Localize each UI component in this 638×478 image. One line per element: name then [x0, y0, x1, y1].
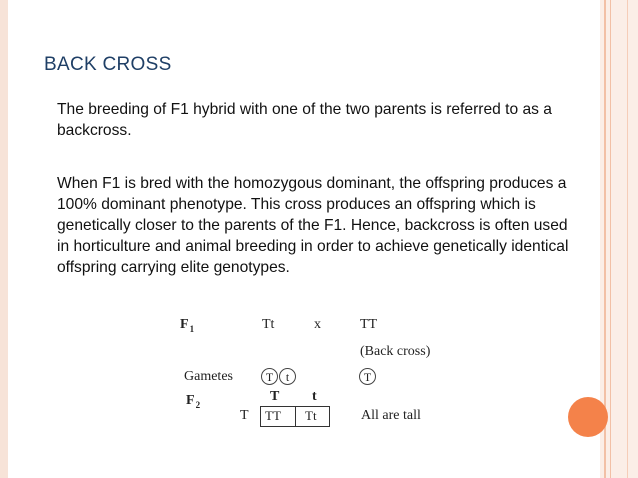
- f1-letter: F: [180, 317, 189, 332]
- gametes-parent: [359, 368, 377, 386]
- left-decor-stripe: [0, 0, 8, 478]
- right-decor-line: [610, 0, 611, 478]
- gamete-circle: t: [279, 368, 296, 385]
- punnett-cell: TT: [265, 408, 281, 423]
- col-header: t: [312, 389, 317, 404]
- f1-label: [180, 317, 194, 333]
- gamete-circle: T: [261, 368, 278, 385]
- cross-symbol: x: [314, 317, 321, 332]
- punnett-divider: [295, 407, 296, 426]
- back-cross-note: (Back cross): [360, 344, 431, 359]
- f1-genotype: Tt: [262, 317, 275, 332]
- gametes-label: Gametes: [184, 369, 233, 384]
- orange-circle-decor: [568, 397, 608, 437]
- punnett-cell: Tt: [305, 408, 317, 423]
- row-header: T: [240, 408, 249, 423]
- gametes-f1: [261, 368, 297, 386]
- f1-subscript: 1: [189, 324, 195, 334]
- slide-title: BACK CROSS: [44, 54, 172, 75]
- parent-genotype: TT: [360, 317, 378, 332]
- right-decor-line: [627, 0, 628, 478]
- f2-label: [186, 393, 200, 409]
- paragraph-explanation: When F1 is bred with the homozygous dominant, the offspring produces a 100% dominant phenotype. This cross produces an offspring which is genetically closer to the parents of the F1. Hence, backcross is often used in horticulture and animal breeding in order to achieve genetically identical offspring carrying elite genotypes.: [57, 175, 569, 276]
- backcross-diagram: [178, 315, 448, 435]
- f2-subscript: 2: [195, 400, 201, 410]
- col-header: T: [270, 389, 280, 404]
- paragraph-definition: The breeding of F1 hybrid with one of the two parents is referred to as a backcross.: [57, 101, 552, 139]
- result-text: All are tall: [361, 408, 421, 423]
- f2-letter: F: [186, 393, 195, 408]
- gamete-circle: T: [359, 368, 376, 385]
- punnett-square: [260, 406, 330, 427]
